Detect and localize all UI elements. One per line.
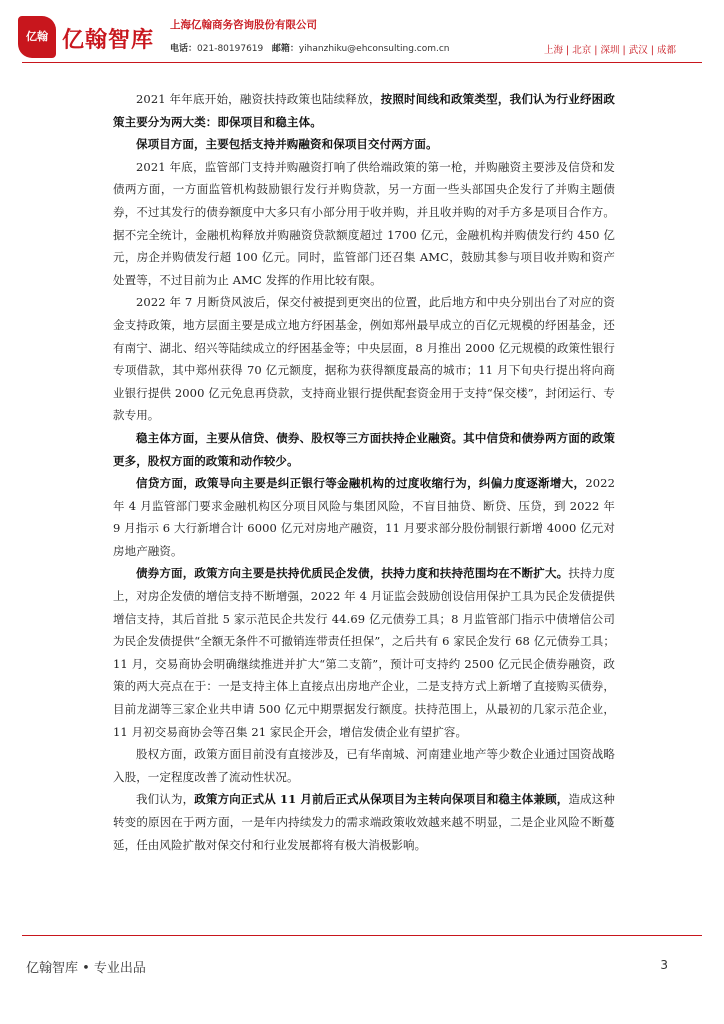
page-header [0,0,724,72]
paragraph-merger-financing: 2021 年底，监管部门支持并购融资打响了供给端政策的第一枪，并购融资主要涉及信贷和发债两方面，一方面监管机构鼓励银行发行并购贷款，另一方面一些头部国央企发行了并购主题债券，不过其发行的债券额度中大多只有小部分用于收并购，并且收并购的对手方多是项目合作方。据不完全统计，金融机构释放并购融资贷款额度超过 1700 亿元，金融机构并购债发行约 450 亿元，房企并购债发行超 100 亿元。同时，监管部门还召集 AMC，鼓励其参与项目收并购和资产处置等，不过目前为止 AMC 发挥的作用比较有限。 [113,159,615,287]
paragraph-project-heading [113,133,615,156]
emphasis-text: 信贷方面，政策导向主要是纠正银行等金融机构的过度收缩行为，纠偏力度逐渐增大， [136,476,586,491]
article-body [113,88,615,856]
emphasis-text: 按照时间线和政策类型，我们认为行业纾困政策主要分为两大类：即保项目和稳主体。 [113,92,615,129]
footer-brand: 亿翰智库 • 专业出品 [26,961,146,976]
paragraph-credit [113,472,615,562]
emphasis-text: 保项目方面，主要包括支持并购融资和保项目交付两方面。 [136,137,438,152]
paragraph-intro [113,88,615,133]
page-number: 3 [660,958,668,972]
paragraph-conclusion [113,788,615,856]
paragraph-entity-heading [113,427,615,472]
footer-divider [22,935,702,936]
email-label: 邮箱： [271,44,299,54]
phone-label: 电话： [170,44,198,54]
phone-number: 021-80197619 [197,44,264,54]
office-cities: 上海 | 北京 | 深圳 | 武汉 | 成都 [544,45,676,56]
email-address: yihanzhiku@ehconsulting.com.cn [298,44,450,54]
contact-info [170,41,450,54]
emphasis-text: 债券方面，政策方向主要是扶持优质民企发债，扶持力度和扶持范围均在不断扩大。 [136,566,569,581]
paragraph-equity: 股权方面，政策方面目前没有直接涉及，已有华南城、河南建业地产等少数企业通过国资战略入股，一定程度改善了流动性状况。 [113,747,615,784]
emphasis-text: 政策方向正式从 11 月前后正式从保项目为主转向保项目和稳主体兼顾， [194,792,569,807]
paragraph-text: 我们认为， [136,792,195,807]
paragraph-text: 2021 年年底开始，融资扶持政策也陆续释放， [136,92,381,106]
logo-text: 亿翰智库 [62,28,155,53]
paragraph-text: 扶持力度上，对房企发债的增信支持不断增强，2022 年 4 月证监会鼓励创设信用保护工具为民企发债提供增信支持，其后首批 5 家示范民企共发行 44.69 亿元债券工具；8 月监管部门指示中债增信公司为民企发债提供“全额无条件不可撤销连带责任担保”，之后共有 6 家民企发行 68 亿元债券工具；11 月，交易商协会明确继续推进并扩大“第二支箭”，预计可支持约 2500 亿元民企债券融资，政策的两大亮点在于：一是支持主体上直接点出房地产企业，二是支持方式上新增了直接购买债券，目前龙湖等三家企业共申请 500 亿元中期票据发行额度。扶持范围上，从最初的几家示范企业，11 月初交易商协会等召集 21 家民企开会，增信发债企业有望扩容。 [113,566,615,739]
emphasis-text: 稳主体方面，主要从信贷、债券、股权等三方面扶持企业融资。其中信贷和债券两方面的政策更多，股权方面的政策和动作较少。 [113,430,615,468]
logo-mark-icon: 亿翰 [18,16,56,58]
company-name: 上海亿翰商务咨询股份有限公司 [170,19,317,31]
paragraph-delivery: 2022 年 7 月断贷风波后，保交付被提到更突出的位置，此后地方和中央分别出台了对应的资金支持政策，地方层面主要是成立地方纾困基金，例如郑州最早成立的百亿元规模的纾困基金，还有南宁、湖北、绍兴等陆续成立的纾困基金等；中央层面，8 月推出 2000 亿元规模的政策性银行专项借款，其中郑州获得 70 亿元额度，据称为获得额度最高的城市；11 月下旬央行提出将向商业银行提供 2000 亿元免息再贷款，支持商业银行提供配套资金用于支持“保交楼”，封闭运行、专款专用。 [113,295,615,423]
company-logo [18,16,188,58]
header-divider [22,62,702,63]
paragraph-text: 造成这种转变的原因在于两方面，一是年内持续发力的需求端政策收效越来越不明显，二是企业风险不断蔓延，任由风险扩散对保交付和行业发展都将有极大消极影响。 [113,792,616,852]
paragraph-bonds [113,562,615,743]
paragraph-text: 2022 年 4 月监管部门要求金融机构区分项目风险与集团风险，不盲目抽贷、断贷、压贷，到 2022 年 9 月指示 6 大行新增合计 6000 亿元对房地产融资，11 月要求部分股份制银行新增 4000 亿元对房地产融资。 [113,476,615,558]
